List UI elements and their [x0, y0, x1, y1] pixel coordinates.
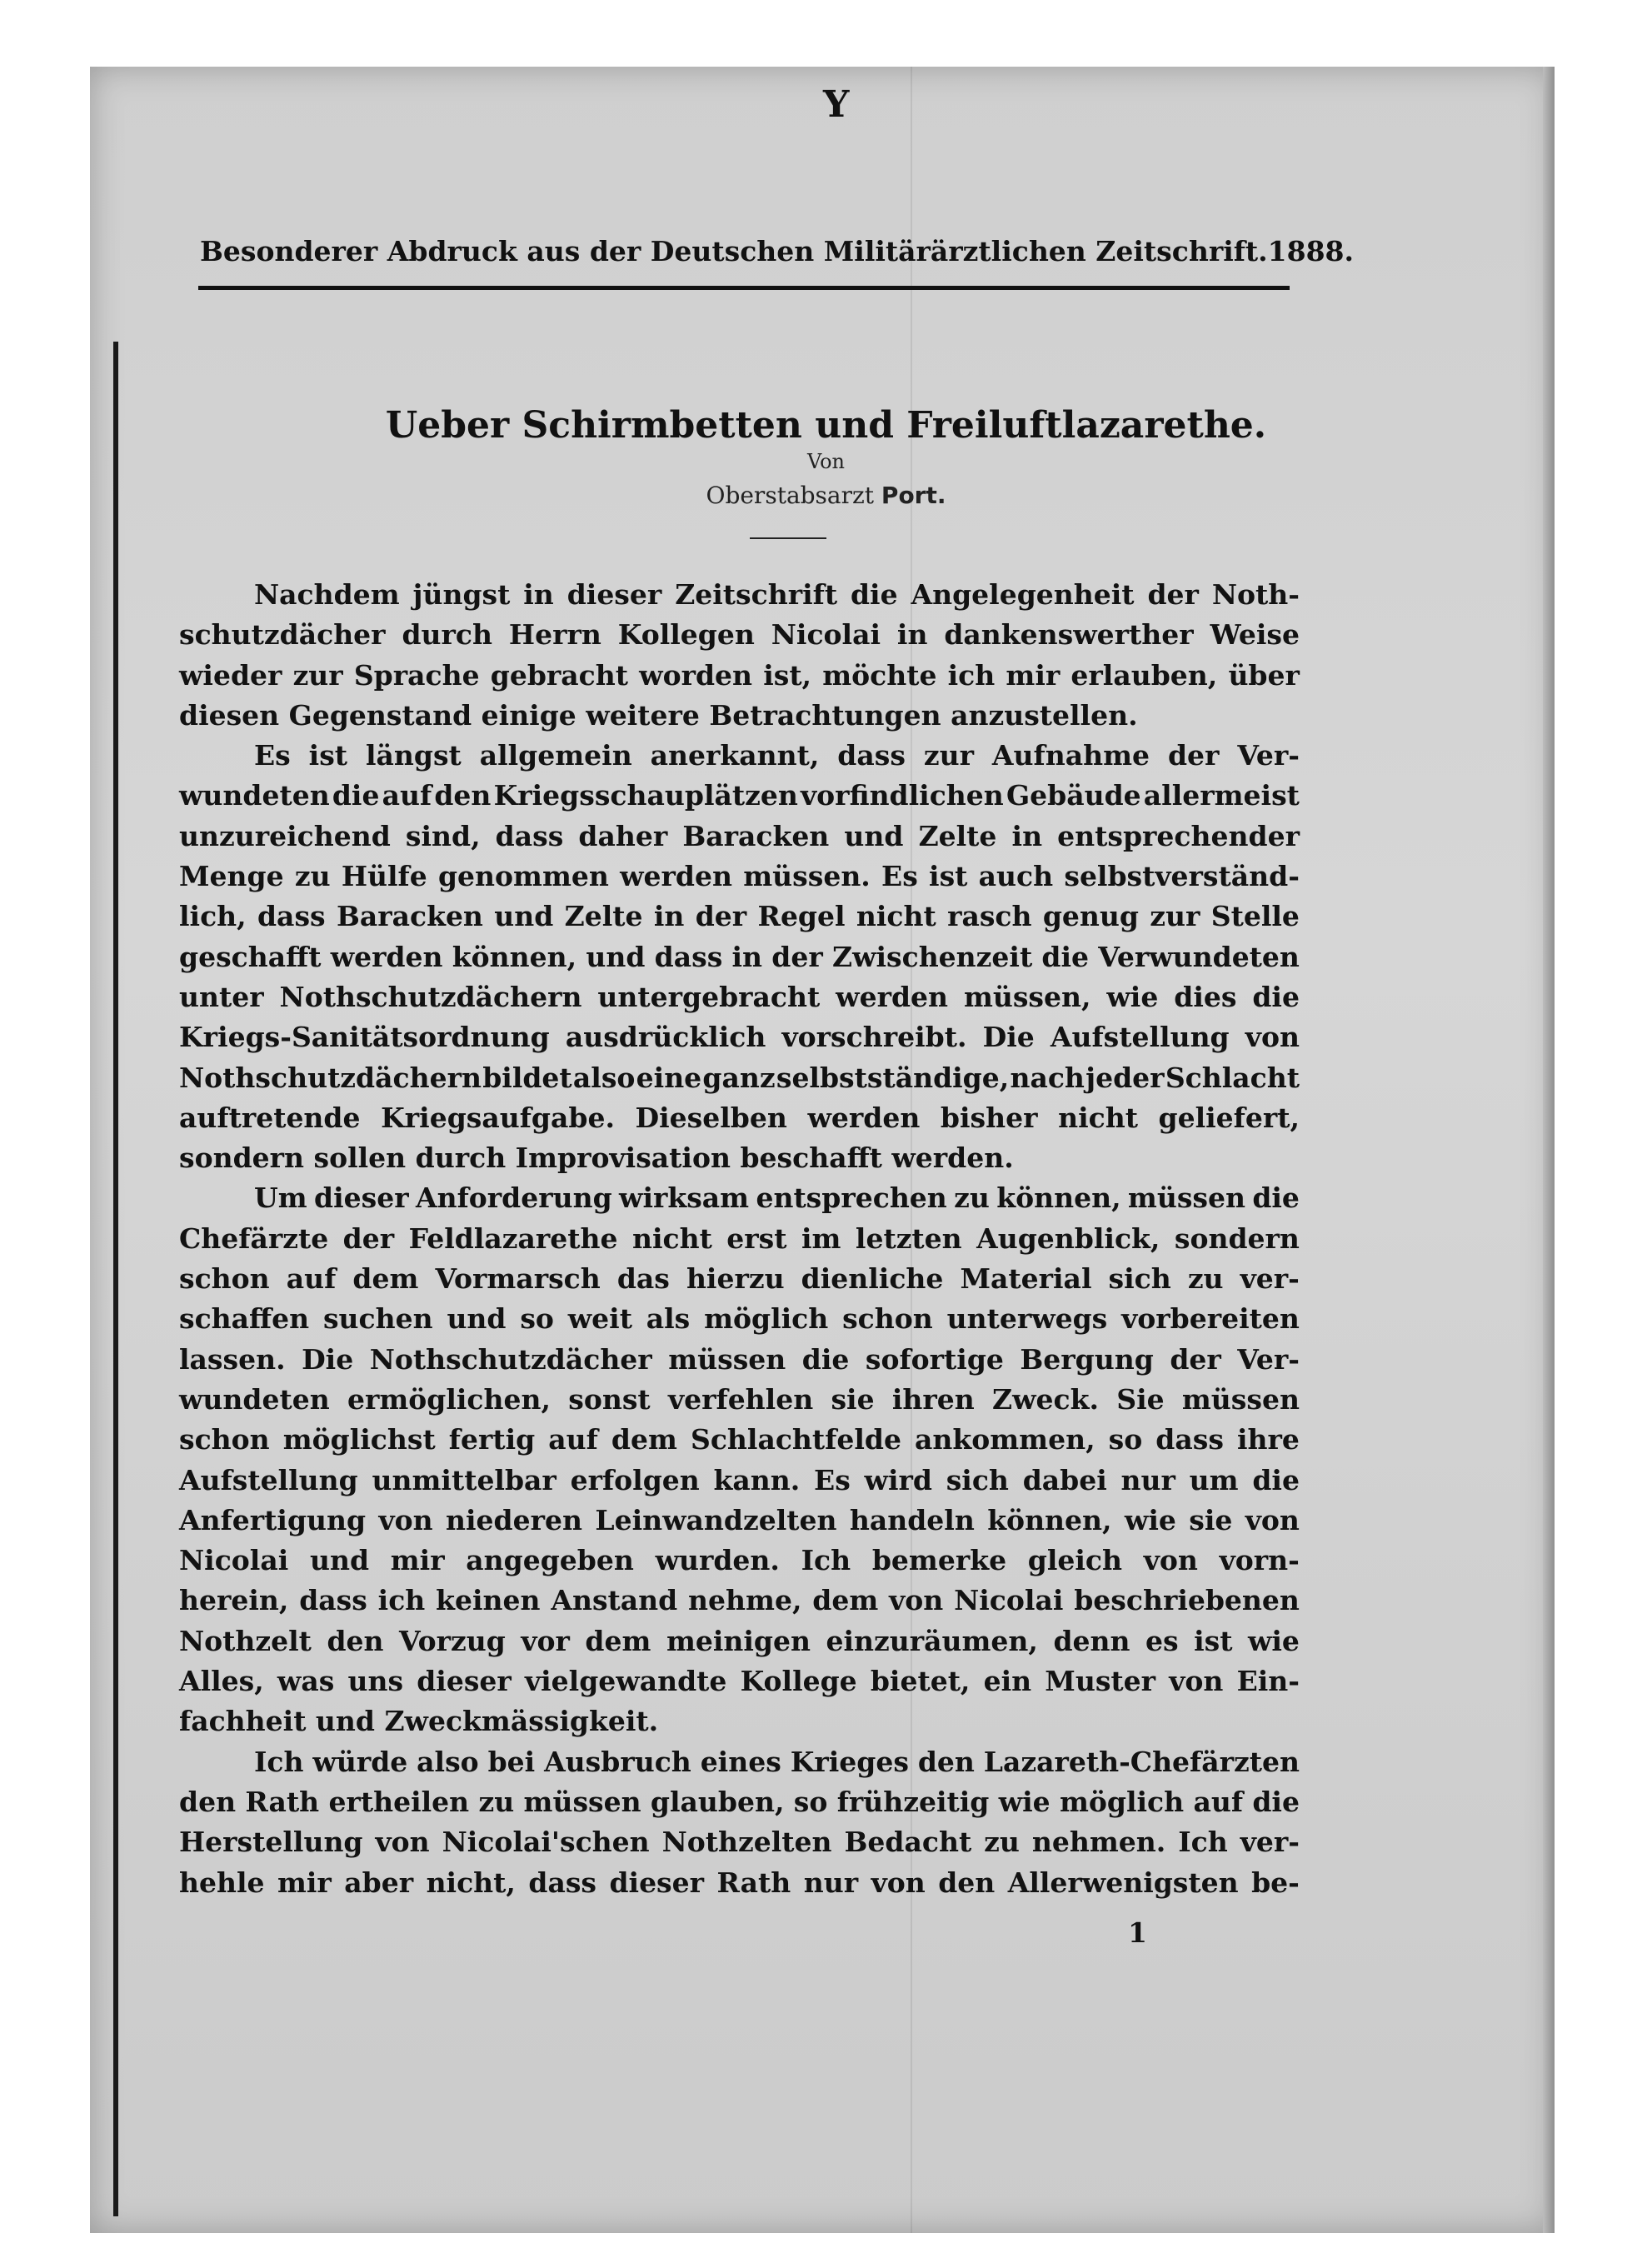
author [0, 482, 1652, 509]
text-line: lich, dass Baracken und Zelte in der Regel nicht rasch genug zur Stelle [179, 900, 1300, 933]
page-number: 1 [1128, 1916, 1147, 1949]
text-line: Ich würde also bei Ausbruch eines Krieges den Lazareth-Chefärzten [254, 1745, 1300, 1778]
text-line: Nothschutzdächern bildet also eine ganz selbstständige, nach jeder Schlacht [179, 1061, 1300, 1094]
text-line: diesen Gegenstand einige weitere Betrachtungen anzustellen. [179, 698, 1138, 732]
header-year: 1888. [1267, 235, 1355, 267]
page-edge-right [1543, 67, 1555, 2233]
header-publication: Besonderer Abdruck aus der Deutschen Militärärztlichen Zeitschrift. [200, 235, 1268, 267]
text-line: Alles, was uns dieser vielgewandte Kollege bietet, ein Muster von Ein- [179, 1665, 1300, 1698]
text-line: wundeten die auf den Kriegsschauplätzen vorfindlichen Gebäude allermeist [179, 779, 1300, 812]
title-separator [750, 537, 826, 539]
article-title: Ueber Schirmbetten und Freiluftlazarethe. [385, 404, 1267, 447]
text-line: sondern sollen durch Improvisation beschafft werden. [179, 1141, 1014, 1175]
text-line: Herstellung von Nicolai'schen Nothzelten Bedacht zu nehmen. Ich ver- [179, 1826, 1300, 1859]
text-line: Chefärzte der Feldlazarethe nicht erst im letzten Augenblick, sondern [179, 1221, 1300, 1255]
text-line: auftretende Kriegsaufgabe. Dieselben werden bisher nicht geliefert, [179, 1101, 1300, 1134]
text-line: herein, dass ich keinen Anstand nehme, dem von Nicolai beschriebenen [179, 1584, 1300, 1617]
page-edge-left [113, 342, 118, 2216]
top-mark: Y [823, 83, 850, 126]
text-line: Nachdem jüngst in dieser Zeitschrift die Angelegenheit der Noth- [254, 578, 1300, 611]
text-line: lassen. Die Nothschutzdächer müssen die sofortige Bergung der Ver- [179, 1342, 1300, 1376]
text-line: Anfertigung von niederen Leinwandzelten handeln können, wie sie von [179, 1503, 1300, 1536]
text-line: Menge zu Hülfe genommen werden müssen. Es ist auch selbstverständ- [179, 860, 1300, 893]
text-line: Nicolai und mir angegeben wurden. Ich bemerke gleich von vorn- [179, 1544, 1300, 1577]
header-line [200, 235, 1355, 267]
author-name: Port. [881, 482, 946, 509]
text-line: unter Nothschutzdächern untergebracht werden müssen, wie dies die [179, 980, 1300, 1013]
text-line: Es ist längst allgemein anerkannt, dass zur Aufnahme der Ver- [254, 739, 1300, 772]
text-line: fachheit und Zweckmässigkeit. [179, 1705, 659, 1738]
author-rank: Oberstabsarzt [706, 482, 875, 509]
text-line: schon möglichst fertig auf dem Schlachtfelde ankommen, so dass ihre [179, 1423, 1300, 1456]
header-rule [198, 286, 1290, 290]
article-body [179, 575, 1300, 1903]
text-line: Kriegs-Sanitätsordnung ausdrücklich vorschreibt. Die Aufstellung von [179, 1021, 1300, 1054]
text-line: Nothzelt den Vorzug vor dem meinigen einzuräumen, denn es ist wie [179, 1624, 1300, 1657]
text-line: geschafft werden können, und dass in der Zwischenzeit die Verwundeten [179, 940, 1300, 973]
text-line: Um dieser Anforderung wirksam entsprechen zu können, müssen die [254, 1181, 1300, 1215]
text-line: schon auf dem Vormarsch das hierzu dienliche Material sich zu ver- [179, 1262, 1300, 1296]
text-line: Aufstellung unmittelbar erfolgen kann. Es wird sich dabei nur um die [179, 1463, 1300, 1496]
text-line: wundeten ermöglichen, sonst verfehlen sie ihren Zweck. Sie müssen [179, 1382, 1300, 1416]
text-line: hehle mir aber nicht, dass dieser Rath nur von den Allerwenigsten be- [179, 1866, 1300, 1899]
text-line: schutzdächer durch Herrn Kollegen Nicolai in dankenswerther Weise [179, 618, 1300, 652]
text-line: wieder zur Sprache gebracht worden ist, möchte ich mir erlauben, über [179, 658, 1300, 692]
text-line: den Rath ertheilen zu müssen glauben, so frühzeitig wie möglich auf die [179, 1785, 1300, 1818]
text-line: schaffen suchen und so weit als möglich schon unterwegs vorbereiten [179, 1302, 1300, 1336]
byline: Von [806, 450, 846, 473]
text-line: unzureichend sind, dass daher Baracken und Zelte in entsprechender [179, 819, 1300, 852]
